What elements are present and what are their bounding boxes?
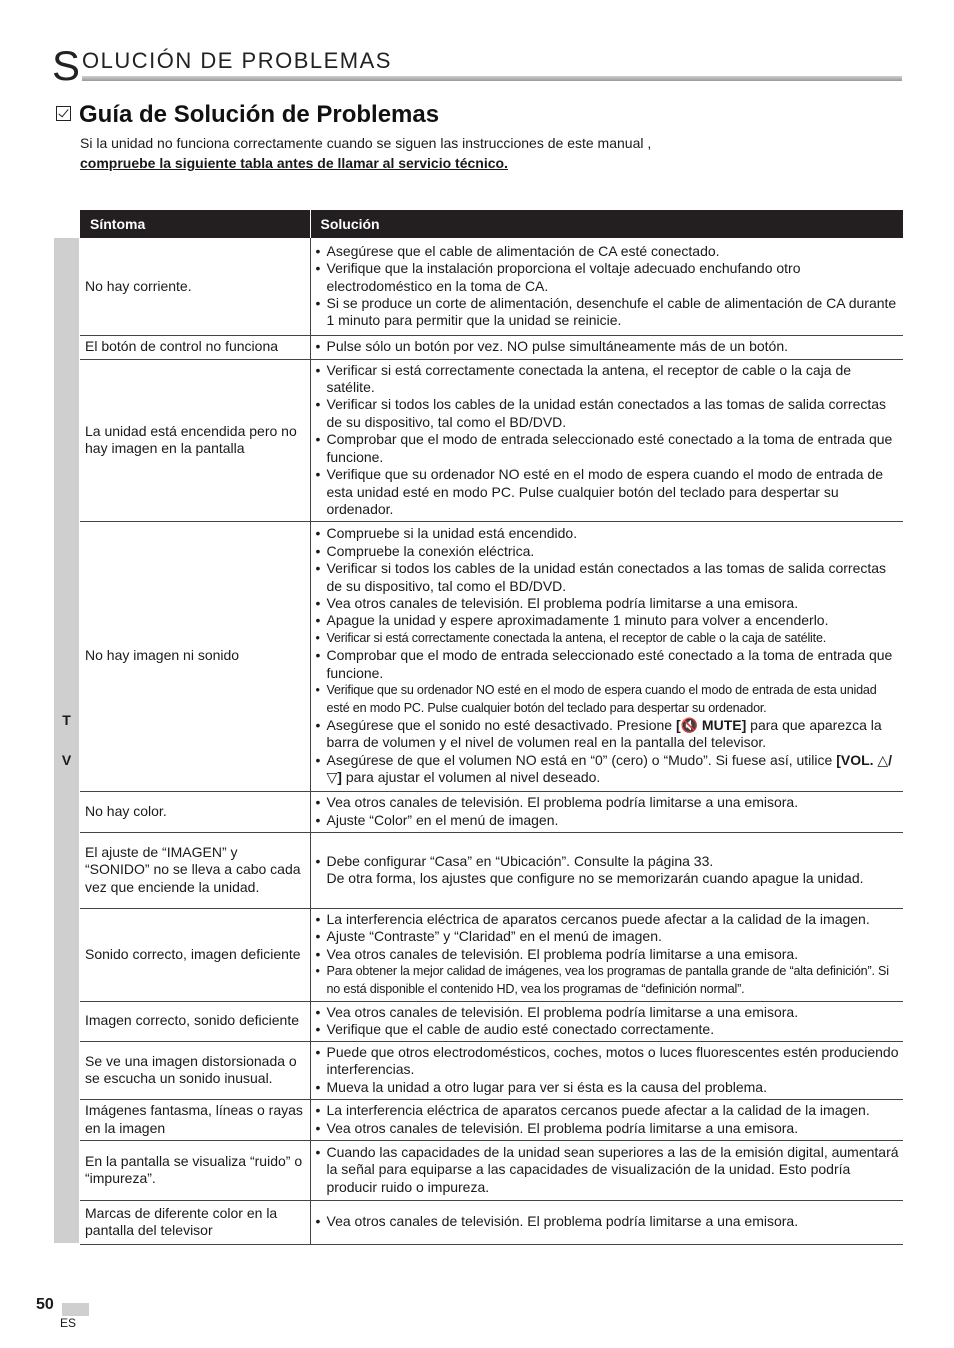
- solution-cell: [310, 335, 903, 359]
- symptom-cell: No hay color.: [80, 791, 310, 832]
- solution-item: • Verificar si todos los cables de la unidad están conectados a las tomas de salida correctas de su dispositivo, tal como el BD/DVD.: [315, 560, 900, 595]
- solution-item: • La interferencia eléctrica de aparatos cercanos puede afectar a la calidad de la imagen.: [315, 911, 900, 928]
- column-header-solution: Solución: [310, 210, 903, 238]
- solution-cell: [310, 359, 903, 521]
- table-row: [80, 238, 903, 335]
- symptom-cell: No hay corriente.: [80, 238, 310, 335]
- symptom-cell: Sonido correcto, imagen deficiente: [80, 908, 310, 1001]
- solution-cell: [310, 1041, 903, 1099]
- symptom-cell: La unidad está encendida pero no hay imagen en la pantalla: [80, 359, 310, 521]
- solution-item: • Verificar si está correctamente conectada la antena, el receptor de cable o la caja de satélite.: [315, 362, 900, 397]
- solution-cell: [310, 1099, 903, 1140]
- section-title: Guía de Solución de Problemas: [79, 101, 440, 128]
- language-code: ES: [60, 1316, 77, 1330]
- column-header-symptom: Síntoma: [80, 210, 310, 238]
- solution-item: • Compruebe la conexión eléctrica.: [315, 543, 900, 560]
- chapter-title: OLUCIÓN DE PROBLEMAS: [82, 48, 392, 73]
- solution-item-mute: [315, 717, 900, 752]
- symptom-cell: En la pantalla se visualiza “ruido” o “impureza”.: [80, 1140, 310, 1200]
- solution-item: • Ajuste “Color” en el menú de imagen.: [315, 812, 900, 829]
- symptom-cell: Se ve una imagen distorsionada o se escucha un sonido inusual.: [80, 1041, 310, 1099]
- solution-item: • Debe configurar “Casa” en “Ubicación”. Consulte la página 33.: [315, 853, 900, 870]
- solution-item: • Compruebe si la unidad está encendido.: [315, 525, 900, 542]
- solution-item: • Verifique que el cable de audio esté conectado correctamente.: [315, 1021, 900, 1038]
- intro-bold-text: compruebe la siguiente tabla antes de llamar al servicio técnico.: [80, 155, 508, 171]
- solution-cell: [310, 1001, 903, 1041]
- tv-side-tab: [54, 238, 79, 1243]
- troubleshooting-table: [80, 210, 903, 1245]
- table-row: [80, 908, 903, 1001]
- solution-item: • Pulse sólo un botón por vez. NO pulse simultáneamente más de un botón.: [315, 338, 900, 355]
- table-row: [80, 832, 903, 908]
- solution-item: • Vea otros canales de televisión. El problema podría limitarse a una emisora.: [315, 1004, 900, 1021]
- mute-text-pre: Asegúrese que el sonido no esté desactivado. Presione: [326, 716, 676, 733]
- solution-item: • Mueva la unidad a otro lugar para ver si ésta es la causa del problema.: [315, 1079, 900, 1096]
- symptom-cell: Imagen correcto, sonido deficiente: [80, 1001, 310, 1041]
- table-row: [80, 359, 903, 521]
- checkbox-icon: [56, 106, 71, 121]
- solution-item: • Verifique que su ordenador NO esté en el modo de espera cuando el modo de entrada de esta unidad esté en modo PC. Pulse cualquier botón del teclado para despertar su ordenador.: [315, 466, 900, 518]
- solution-item: • Vea otros canales de televisión. El problema podría limitarse a una emisora.: [315, 794, 900, 811]
- solution-cell: [310, 238, 903, 335]
- table-row: [80, 791, 903, 832]
- table-row: [80, 1200, 903, 1244]
- symptom-cell: El botón de control no funciona: [80, 335, 310, 359]
- solution-item: • Vea otros canales de televisión. El problema podría limitarse a una emisora.: [315, 946, 900, 963]
- solution-cell: [310, 832, 903, 908]
- symptom-cell: El ajuste de “IMAGEN” y “SONIDO” no se lleva a cabo cada vez que enciende la unidad.: [80, 832, 310, 908]
- solution-item: • Comprobar que el modo de entrada seleccionado esté conectado a la toma de entrada que funcione.: [315, 431, 900, 466]
- table-row: [80, 521, 903, 791]
- solution-item: • Si se produce un corte de alimentación, desenchufe el cable de alimentación de CA durante 1 minuto para permitir que la unidad se reinicie.: [315, 295, 900, 330]
- symptom-cell: Marcas de diferente color en la pantalla del televisor: [80, 1200, 310, 1244]
- table-row: [80, 1140, 903, 1200]
- solution-item: • Verifique que su ordenador NO esté en el modo de espera cuando el modo de entrada de esta unidad esté en modo PC. Pulse cualquier botón del teclado para despertar su ordenador.: [315, 682, 900, 717]
- side-label-t: T: [62, 712, 71, 728]
- solution-item-vol: [315, 752, 900, 787]
- solution-item: • Para obtener la mejor calidad de imágenes, vea los programas de pantalla grande de “alta definición”. Si no está disponible el contenido HD, vea los programas de “definición normal”.: [315, 963, 900, 998]
- symptom-cell: Imágenes fantasma, líneas o rayas en la imagen: [80, 1099, 310, 1140]
- intro-text: Si la unidad no funciona correctamente cuando se siguen las instrucciones de este manual ,: [80, 135, 652, 151]
- mute-key-label: [🔇 MUTE]: [675, 716, 747, 733]
- solution-item: • Vea otros canales de televisión. El problema podría limitarse a una emisora.: [315, 1213, 900, 1230]
- page-number: 50: [36, 1296, 54, 1313]
- chapter-initial: S: [52, 42, 81, 89]
- solution-item: • Verificar si todos los cables de la unidad están conectados a las tomas de salida correctas de su dispositivo, tal como el BD/DVD.: [315, 396, 900, 431]
- solution-item: • Asegúrese que el cable de alimentación de CA esté conectado.: [315, 243, 900, 260]
- solution-item: • Ajuste “Contraste” y “Claridad” en el menú de imagen.: [315, 928, 900, 945]
- symptom-cell: No hay imagen ni sonido: [80, 521, 310, 791]
- chapter-header: [52, 42, 902, 89]
- vol-text-pre: Asegúrese de que el volumen NO está en “0” (cero) o “Mudo”. Si fuese así, utilice: [326, 751, 837, 768]
- table-row: [80, 1001, 903, 1041]
- solution-cell: [310, 791, 903, 832]
- header-rule: [82, 76, 902, 81]
- solution-item: • Vea otros canales de televisión. El problema podría limitarse a una emisora.: [315, 595, 900, 612]
- table-header-row: [80, 210, 903, 238]
- page-number-bar: [62, 1303, 89, 1316]
- vol-key-label: [VOL. △/▽]: [326, 751, 893, 786]
- solution-item: • Apague la unidad y espere aproximadamente 1 minuto para volver a encenderlo.: [315, 612, 900, 629]
- solution-item-continued: De otra forma, los ajustes que configure no se memorizarán cuando apague la unidad.: [326, 870, 864, 886]
- solution-item: • Puede que otros electrodomésticos, coches, motos o luces fluorescentes estén produciendo interferencias.: [315, 1044, 900, 1079]
- solution-cell: [310, 1200, 903, 1244]
- solution-cell: [310, 908, 903, 1001]
- solution-cell: [310, 1140, 903, 1200]
- table-row: [80, 335, 903, 359]
- solution-item: • La interferencia eléctrica de aparatos cercanos puede afectar a la calidad de la imagen.: [315, 1102, 900, 1119]
- solution-cell: [310, 521, 903, 791]
- solution-item: • Comprobar que el modo de entrada seleccionado esté conectado a la toma de entrada que funcione.: [315, 647, 900, 682]
- side-label-v: V: [61, 752, 72, 768]
- table-row: [80, 1041, 903, 1099]
- mute-text-post: para que aparezca la barra de volumen y el nivel de volumen real en la pantalla del televisor.: [326, 716, 882, 751]
- solution-item: • Vea otros canales de televisión. El problema podría limitarse a una emisora.: [315, 1120, 900, 1137]
- solution-item: • Cuando las capacidades de la unidad sean superiores a las de la emisión digital, aumentará la señal para equiparse a las capacidades de visualización de la unidad. Esto podría producir ruido o impureza.: [315, 1144, 900, 1196]
- solution-item: • Verificar si está correctamente conectada la antena, el receptor de cable o la caja de satélite.: [315, 630, 900, 647]
- table-row: [80, 1099, 903, 1140]
- vol-text-post: para ajustar el volumen al nivel deseado.: [341, 769, 601, 786]
- solution-item: • Verifique que la instalación proporciona el voltaje adecuado enchufando otro electrodoméstico en la toma de CA.: [315, 260, 900, 295]
